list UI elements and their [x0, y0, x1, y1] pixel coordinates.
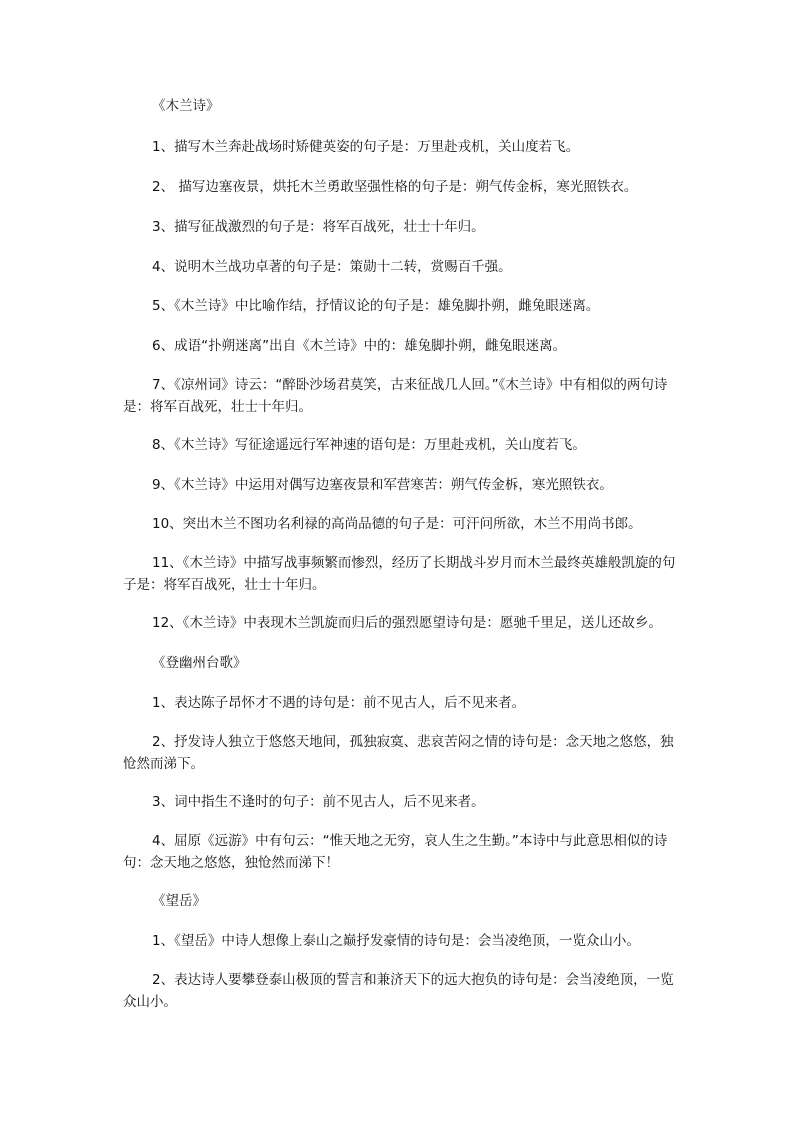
list-item: 2、抒发诗人独立于悠悠天地间，孤独寂寞、悲哀苦闷之情的诗句是：念天地之悠悠，独怆然而涕下。 [123, 734, 674, 772]
list-item: 6、成语“扑朔迷离”出自《木兰诗》中的：雄兔脚扑朔，雌兔眼迷离。 [152, 338, 567, 354]
list-item: 11、《木兰诗》中描写战事频繁而惨烈，经历了长期战斗岁月而木兰最终英雄般凯旋的句子是：将军百战死，壮士十年归。 [123, 555, 676, 593]
section-title-dengyouzhoutaige: 《登幽州台歌》 [152, 655, 247, 671]
list-item: 7、《凉州词》诗云：“醉卧沙场君莫笑，古来征战几人回。”《木兰诗》中有相似的两句诗是：将军百战死，壮士十年归。 [123, 377, 668, 415]
list-item: 9、《木兰诗》中运用对偶写边塞夜景和军营寒苦：朔气传金柝，寒光照铁衣。 [152, 477, 613, 493]
list-item: 3、描写征战激烈的句子是：将军百战死，壮士十年归。 [152, 219, 485, 235]
list-item: 4、说明木兰战功卓著的句子是：策勋十二转，赏赐百千强。 [152, 259, 512, 275]
list-item: 12、《木兰诗》中表现木兰凯旋而归后的强烈愿望诗句是：愿驰千里足，送儿还故乡。 [152, 615, 662, 631]
section-title-mulanshi: 《木兰诗》 [152, 98, 220, 114]
list-item: 2、表达诗人要攀登泰山极顶的誓言和兼济天下的远大抱负的诗句是：会当凌绝顶，一览众山小。 [123, 972, 674, 1010]
list-item: 2、 描写边塞夜景，烘托木兰勇敢坚强性格的句子是：朔气传金柝，寒光照铁衣。 [152, 179, 638, 195]
list-item: 1、表达陈子昂怀才不遇的诗句是：前不见古人，后不见来者。 [152, 695, 526, 711]
section-title-wangyue: 《望岳》 [152, 893, 206, 909]
list-item: 5、《木兰诗》中比喻作结，抒情议论的句子是：雄兔脚扑朔，雌兔眼迷离。 [152, 298, 600, 314]
list-item: 1、描写木兰奔赴战场时矫健英姿的句子是：万里赴戎机，关山度若飞。 [152, 139, 580, 155]
list-item: 8、《木兰诗》写征途遥远行军神速的语句是：万里赴戎机，关山度若飞。 [152, 437, 586, 453]
list-item: 3、词中指生不逢时的句子：前不见古人，后不见来者。 [152, 794, 485, 810]
list-item: 1、《望岳》中诗人想像上泰山之巅抒发豪情的诗句是：会当凌绝顶，一览众山小。 [152, 933, 640, 949]
list-item: 4、屈原《远游》中有句云：“惟天地之无穷，哀人生之生勤。”本诗中与此意思相似的诗句：念天地之悠悠，独怆然而涕下！ [123, 833, 668, 871]
list-item: 10、突出木兰不图功名利禄的高尚品德的句子是：可汗问所欲，木兰不用尚书郎。 [152, 516, 642, 532]
